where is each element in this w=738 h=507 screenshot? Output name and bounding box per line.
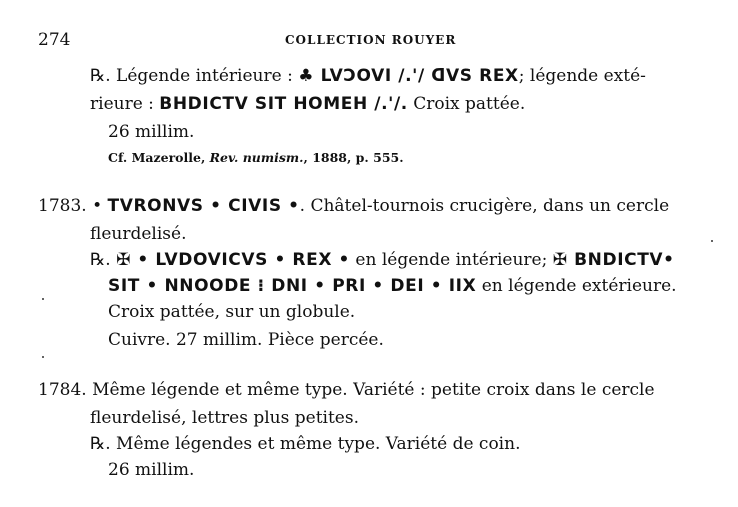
entry-1784-line-1: 1784. Même légende et même type. Variété : petite croix dans le cercle [38, 380, 655, 400]
entry-1784-line-4: 26 millim. [108, 460, 195, 480]
entry-1783-line-1 [38, 196, 669, 216]
scan-speck [711, 240, 713, 242]
text: Croix pattée. [407, 94, 526, 114]
coin-legend: TVRONVS • CIVIS • [107, 196, 300, 216]
entry-1783-line-4 [108, 276, 677, 296]
prev-entry-line-3: 26 millim. [108, 122, 195, 142]
text: rieure : [90, 94, 160, 114]
page-number: 274 [38, 30, 71, 50]
entry-1784-line-2: fleurdelisé, lettres plus petites. [90, 408, 359, 428]
prev-entry-reference [108, 148, 404, 168]
coin-legend: ♣ LVƆOVI /.'/ ᗡVS REX [298, 66, 519, 86]
text: , 1888, p. 555. [303, 150, 404, 165]
coin-legend: ✠ BNDICTV• [552, 250, 675, 270]
running-header: COLLECTION ROUYER [285, 33, 457, 47]
text: . Châtel-tournois crucigère, dans un cercle [299, 196, 670, 216]
text: ℞. Légende intérieure : [90, 66, 299, 86]
entry-1783-line-3 [90, 250, 675, 270]
coin-legend: ✠ • LVDOVICVS • REX • [116, 250, 351, 270]
entry-1783-line-6: Cuivre. 27 millim. Pièce percée. [108, 330, 384, 350]
prev-entry-line-1 [90, 66, 646, 86]
entry-1783-line-5: Croix pattée, sur un globule. [108, 302, 356, 322]
coin-legend: SIT • NNOODE ⁝ DNI • PRI • DEI • IIX [108, 276, 477, 296]
text: Cf. Mazerolle, [108, 150, 210, 165]
text: en légende extérieure. [476, 276, 677, 296]
text: ℞. [90, 250, 117, 270]
text: ; légende exté- [518, 66, 646, 86]
entry-1784-line-3: ℞. Même légendes et même type. Variété de coin. [90, 434, 521, 454]
entry-1783-line-2: fleurdelisé. [90, 224, 187, 244]
coin-legend: BHDICTV SIT HOMEH /.'/. [159, 94, 408, 114]
scan-speck [42, 298, 44, 300]
text: en légende intérieure; [350, 250, 553, 270]
scan-speck [42, 356, 44, 358]
prev-entry-line-2 [90, 94, 525, 114]
entry-number: 1783. • [38, 196, 103, 216]
journal-title: Rev. numism. [209, 150, 304, 165]
